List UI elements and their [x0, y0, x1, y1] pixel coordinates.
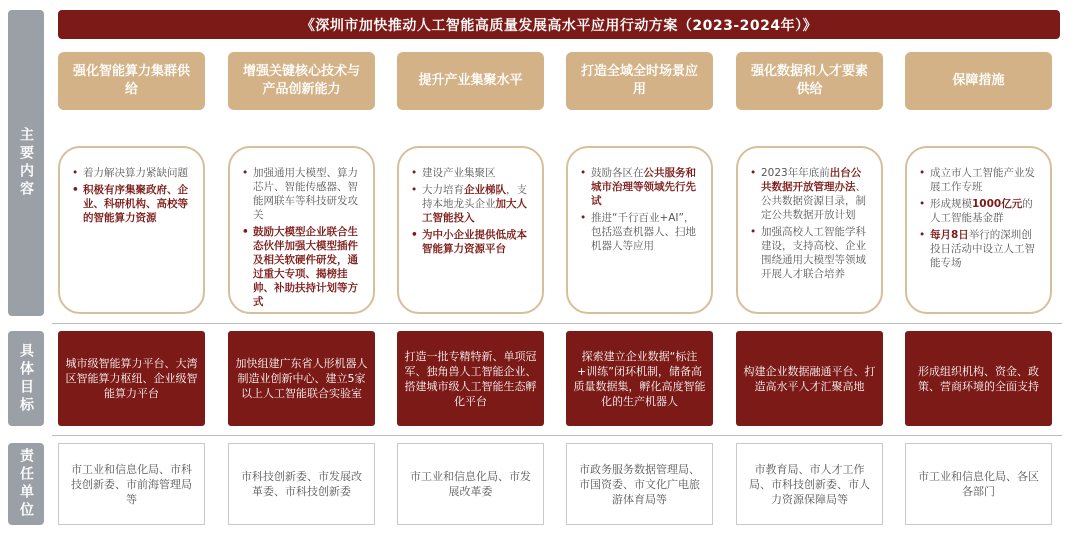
content-item: • 加强通用大模型、算力芯片、智能传感器、智能网联车等科技研发攻关 [242, 166, 363, 222]
row-label-owners [8, 443, 44, 525]
column-head-5: 强化数据和人才要素供给 [736, 52, 883, 110]
plain-text: 、公共数据资源目录，制定公共数据开放计划 [761, 181, 866, 221]
row-label-content-text: 主要内容 [18, 127, 34, 199]
column-owner-2: 市科技创新委、市发展改革委、市科技创新委 [228, 443, 375, 525]
content-item: • 加强高校人工智能学科建设，支持高校、企业围绕通用大模型等领域开展人才联合培养 [750, 225, 871, 281]
content-item: • 积极有序集聚政府、企业、科研机构、高校等的智能算力资源 [72, 183, 193, 225]
highlight-text: 1000亿元 [972, 198, 1023, 210]
plain-text: 大力培育 [422, 184, 464, 196]
column-head-4: 打造全域全时场景应用 [566, 52, 713, 110]
highlight-text: 公共服务和城市治理等领域先行先试 [591, 167, 696, 207]
column-content-5 [736, 146, 883, 314]
column-target-6: 形成组织机构、资金、政策、营商环境的全面支持 [905, 331, 1052, 426]
plain-text: 2023年年底前 [761, 167, 830, 179]
row-label-targets [8, 331, 44, 426]
column-content-2 [228, 146, 375, 314]
content-item: • 建设产业集聚区 [411, 166, 532, 180]
column-content-6 [905, 146, 1052, 314]
row-divider-1 [52, 323, 1062, 324]
column-owner-5: 市教育局、市人才工作局、市科技创新委、市人力资源保障局等 [736, 443, 883, 525]
content-item [750, 166, 871, 222]
plain-text: 举行的深圳创投日活动中设立人工智能专场 [930, 229, 1035, 269]
column-owner-4: 市政务服务数据管理局、市国资委、市文化广电旅游体育局等 [566, 443, 713, 525]
column-content-4 [566, 146, 713, 314]
highlight-text: 出台公共数据开放管理办法 [761, 167, 862, 193]
column-content-1 [58, 146, 205, 314]
page-title: 《深圳市加快推动人工智能高质量发展高水平应用行动方案（2023-2024年）》 [58, 10, 1060, 39]
column-owner-6: 市工业和信息化局、各区各部门 [905, 443, 1052, 525]
column-target-4: 探索建立企业数据“标注+训练”闭环机制，储备高质量数据集，孵化高度智能化的生产机器人 [566, 331, 713, 426]
column-head-6: 保障措施 [905, 52, 1052, 110]
content-item: • 成立市人工智能产业发展工作专班 [919, 166, 1040, 194]
column-target-2: 加快组建广东省人形机器人制造业创新中心、建立5家以上人工智能联合实验室 [228, 331, 375, 426]
content-item: • 鼓励大模型企业联合生态伙伴加强大模型插件及相关软硬件研发，通过重大专项、揭榜挂帅、补助扶持计划等方式 [242, 225, 363, 309]
row-label-owners-text: 责任单位 [18, 448, 34, 520]
highlight-text: 企业梯队 [464, 184, 506, 196]
column-content-3 [397, 146, 544, 314]
row-divider-2 [52, 435, 1062, 436]
column-owner-3: 市工业和信息化局、市发展改革委 [397, 443, 544, 525]
content-item [580, 166, 701, 208]
content-item [919, 197, 1040, 225]
column-target-1: 城市级智能算力平台、大湾区智能算力枢纽、企业级智能算力平台 [58, 331, 205, 426]
highlight-text: 加大人工智能投入 [422, 198, 527, 224]
plain-text: ，支持本地龙头企业 [422, 184, 527, 210]
plain-text: 的人工智能基金群 [930, 198, 1033, 224]
row-label-content [8, 10, 44, 316]
column-owner-1: 市工业和信息化局、市科技创新委、市前海管理局等 [58, 443, 205, 525]
content-item: • 着力解决算力紧缺问题 [72, 166, 193, 180]
content-item [411, 183, 532, 225]
content-item: • 推进“千行百业+AI”，包括巡查机器人、扫地机器人等应用 [580, 211, 701, 253]
column-head-1: 强化智能算力集群供给 [58, 52, 205, 110]
plain-text: 形成规模 [930, 198, 972, 210]
column-target-3: 打造一批专精特新、单项冠军、独角兽人工智能企业、搭建城市级人工智能生态孵化平台 [397, 331, 544, 426]
plain-text: 鼓励各区在 [591, 167, 644, 179]
content-item: • 为中小企业提供低成本智能算力资源平台 [411, 228, 532, 256]
content-item [919, 228, 1040, 270]
row-label-targets-text: 具体目标 [18, 342, 34, 415]
column-target-5: 构建企业数据融通平台、打造高水平人才汇聚高地 [736, 331, 883, 426]
highlight-text: 每月8日 [930, 229, 969, 241]
column-head-3: 提升产业集聚水平 [397, 52, 544, 110]
column-head-2: 增强关键核心技术与产品创新能力 [228, 52, 375, 110]
